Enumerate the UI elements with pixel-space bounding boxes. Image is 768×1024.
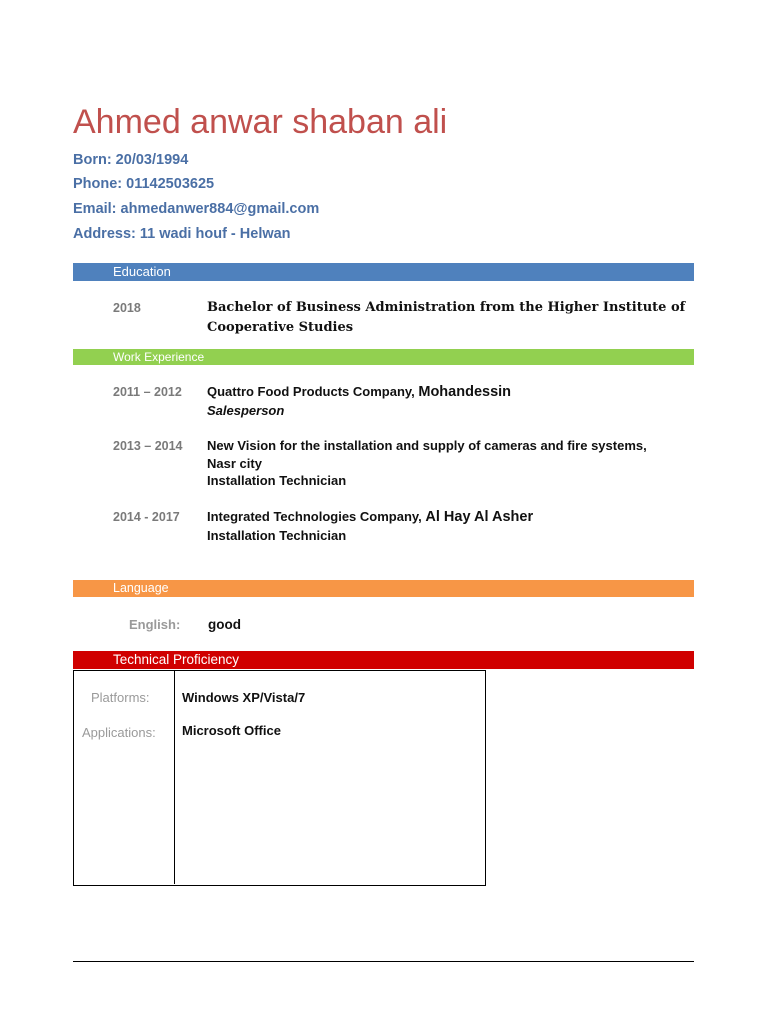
work-dates: 2014 - 2017: [113, 510, 180, 524]
work-company: New Vision for the installation and supply of cameras and fire systems,: [207, 438, 647, 453]
candidate-name: Ahmed anwar shaban ali: [73, 103, 448, 141]
technical-section-bar: [73, 651, 694, 669]
language-label: English:: [129, 617, 181, 632]
work-dates: 2011 – 2012: [113, 385, 182, 399]
email-line: Email: ahmedanwer884@gmail.com: [73, 201, 320, 217]
work-dates: 2013 – 2014: [113, 439, 183, 453]
work-entry: [207, 508, 533, 544]
footer-divider: [73, 961, 694, 962]
work-entry: [207, 437, 647, 490]
work-section-bar: [73, 349, 694, 365]
work-location: Nasr city: [207, 455, 262, 471]
work-location: Mohandessin: [418, 384, 512, 400]
applications-value: Microsoft Office: [182, 723, 281, 738]
born-line: Born: 20/03/1994: [73, 152, 189, 168]
work-company: Integrated Technologies Company,: [207, 509, 426, 524]
education-year: 2018: [113, 301, 141, 315]
platforms-label: Platforms:: [91, 690, 150, 705]
work-entry: [207, 383, 511, 419]
work-company: Quattro Food Products Company,: [207, 384, 419, 399]
work-role: Installation Technician: [207, 527, 347, 543]
technical-section-title: Technical Proficiency: [113, 652, 240, 667]
work-location: Al Hay Al Asher: [425, 509, 534, 525]
phone-line: Phone: 01142503625: [73, 176, 215, 192]
education-section-bar: [73, 263, 694, 281]
work-section-title: Work Experience: [113, 350, 205, 364]
language-value: good: [208, 617, 241, 632]
work-role: Installation Technician: [207, 473, 347, 488]
education-section-title: Education: [113, 264, 171, 279]
education-degree: Bachelor of Business Administration from the Higher Institute of Cooperative Studies: [207, 300, 686, 335]
language-section-bar: [73, 580, 694, 597]
applications-label: Applications:: [82, 725, 156, 740]
language-section-title: Language: [113, 581, 169, 595]
technical-table-divider: [174, 670, 175, 884]
address-line: Address: 11 wadi houf - Helwan: [73, 226, 291, 242]
work-role: Salesperson: [207, 402, 285, 418]
platforms-value: Windows XP/Vista/7: [182, 690, 306, 705]
